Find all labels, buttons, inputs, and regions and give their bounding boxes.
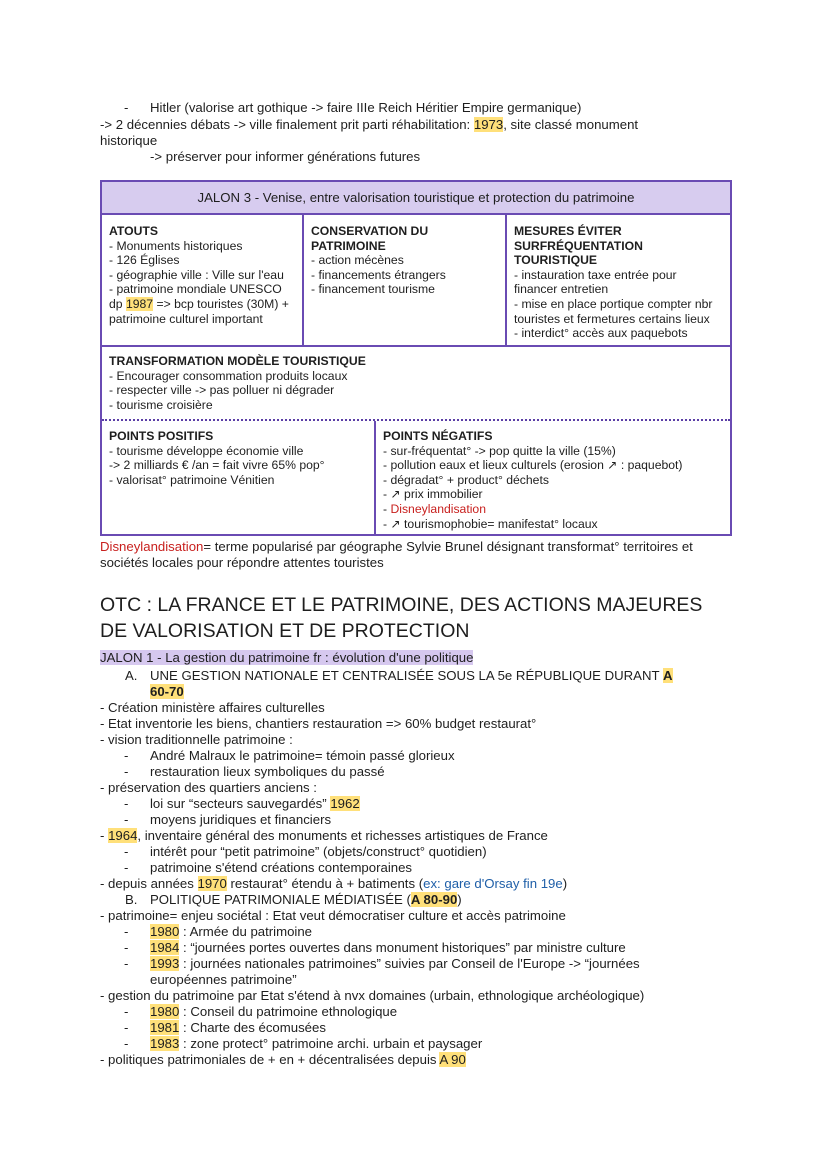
cell-line: [109, 297, 295, 312]
text: : journées nationales patrimoines” suivies par Conseil de l'Europe -> “journées: [179, 956, 640, 971]
red-term: Disneylandisation: [390, 501, 486, 516]
cell-conservation: [304, 218, 504, 303]
cell-line: - tourisme croisière: [109, 397, 213, 412]
cell-line: - respecter ville -> pas polluer ni dégrader: [109, 383, 335, 398]
definition-line-2: sociétés locales pour répondre attentes touristes: [100, 555, 384, 570]
cell-title: MESURES ÉVITER: [514, 224, 622, 238]
example-text: ex: gare d'Orsay fin 19e: [423, 876, 563, 891]
intro-line-2: [100, 117, 638, 133]
cell-line: - action mécènes: [311, 253, 404, 268]
year-highlight: 1983: [150, 1036, 180, 1051]
cell-line: - financements étrangers: [311, 267, 446, 282]
text: => bcp touristes (30M) +: [153, 296, 289, 311]
jalon-heading: [100, 650, 473, 666]
text: : “journées portes ouvertes dans monument historiques” par ministre culture: [179, 940, 626, 955]
list-subitem: [150, 956, 640, 972]
bullet-dash: -: [124, 956, 129, 971]
list-item: - patrimoine= enjeu sociétal : Etat veut démocratiser culture et accès patrimoine: [100, 908, 566, 923]
jalon-label: JALON 1 - La gestion du patrimoine fr : évolution d'une politique: [100, 650, 474, 665]
text: : Conseil du patrimoine ethnologique: [179, 1004, 398, 1019]
letter-a: A.: [125, 668, 138, 683]
list-item: - préservation des quartiers anciens :: [100, 780, 317, 795]
period-highlight: A 80-90: [410, 892, 458, 907]
list-item: - gestion du patrimoine par Etat s'étend à nvx domaines (urbain, ethnologique archéologique): [100, 988, 645, 1003]
list-item: - vision traditionnelle patrimoine :: [100, 732, 293, 747]
cell-negatifs: [376, 423, 730, 537]
list-item: [100, 828, 548, 844]
period-highlight: A 90: [439, 1052, 466, 1067]
text: , inventaire général des monuments et richesses artistiques de France: [137, 828, 548, 843]
text: loi sur “secteurs sauvegardés”: [150, 796, 331, 811]
cell-line: -> 2 milliards € /an = fait vivre 65% pop°: [109, 458, 325, 473]
year-highlight: 1980: [150, 924, 180, 939]
text: -> 2 décennies débats -> ville finalement prit parti réhabilitation:: [100, 117, 474, 132]
cell-line: - tourisme développe économie ville: [109, 443, 304, 458]
list-item: [100, 1052, 466, 1068]
list-subitem: [150, 1020, 326, 1036]
bullet-dash: -: [124, 1004, 129, 1019]
cell-title: POINTS POSITIFS: [109, 429, 214, 443]
list-subitem: André Malraux le patrimoine= témoin passé glorieux: [150, 748, 455, 763]
bullet-dash: -: [124, 860, 129, 875]
cell-title: PATRIMOINE: [311, 238, 386, 253]
list-subitem: intérêt pour “petit patrimoine” (objets/construct° quotidien): [150, 844, 487, 859]
bullet-dash: -: [124, 812, 129, 827]
list-item: - Etat inventorie les biens, chantiers restauration => 60% budget restaurat°: [100, 716, 537, 731]
cell-line: - financement tourisme: [311, 282, 435, 297]
text: -: [383, 501, 391, 516]
year-highlight: 1964: [108, 828, 138, 843]
cell-positifs: [102, 423, 374, 493]
cell-line: - interdict° accès aux paquebots: [514, 326, 688, 341]
text: : Charte des écomusées: [179, 1020, 326, 1035]
cell-line: touristes et fermetures certains lieux: [514, 311, 710, 326]
cell-line: - dégradat° + product° déchets: [383, 472, 549, 487]
text: : zone protect° patrimoine archi. urbain et paysager: [179, 1036, 483, 1051]
period-highlight: 60-70: [150, 684, 184, 699]
text: ): [562, 876, 568, 891]
dotted-divider: [102, 419, 730, 421]
cell-line: - patrimoine mondiale UNESCO: [109, 282, 282, 297]
year-highlight: 1981: [150, 1020, 180, 1035]
text: = terme popularisé par géographe Sylvie Brunel désignant transformat° territoires et: [203, 539, 693, 554]
year-highlight: 1970: [197, 876, 227, 891]
subheading-a: [150, 668, 673, 684]
bullet-dash: -: [124, 748, 129, 763]
bullet-dash: -: [124, 924, 129, 939]
year-highlight: 1973: [473, 117, 504, 132]
list-subitem: [150, 1004, 397, 1020]
intro-line-3: historique: [100, 133, 158, 148]
cell-line: - Monuments historiques: [109, 238, 243, 253]
list-subitem: [150, 796, 360, 812]
cell-title: SURFRÉQUENTATION: [514, 238, 643, 253]
jalon3-table: [100, 180, 732, 536]
text: : Armée du patrimoine: [179, 924, 313, 939]
cell-line: - instauration taxe entrée pour: [514, 267, 677, 282]
cell-line: - Encourager consommation produits locaux: [109, 368, 348, 383]
bullet-dash: -: [124, 940, 129, 955]
text: restaurat° étendu à + batiments (: [226, 876, 424, 891]
definition-line-1: [100, 539, 693, 555]
text: ): [457, 892, 462, 907]
list-subitem: patrimoine s'étend créations contemporaines: [150, 860, 413, 875]
list-item: [100, 876, 567, 892]
cell-line: - 126 Églises: [109, 253, 180, 268]
bullet-dash: -: [124, 844, 129, 859]
text: , site classé monument: [503, 117, 639, 132]
subheading-b: [150, 892, 462, 908]
bullet-dash: -: [124, 764, 129, 779]
bullet-dash: -: [124, 796, 129, 811]
year-highlight: 1993: [150, 956, 180, 971]
red-term: Disneylandisation: [100, 539, 204, 554]
list-subitem: [150, 1036, 482, 1052]
bullet-dash: -: [124, 1036, 129, 1051]
table-title: JALON 3 - Venise, entre valorisation touristique et protection du patrimoine: [102, 182, 730, 215]
cell-line: - ↗ tourismophobie= manifestat° locaux: [383, 516, 598, 531]
section-heading-2: DE VALORISATION ET DE PROTECTION: [100, 620, 470, 642]
cell-title: TOURISTIQUE: [514, 253, 598, 268]
cell-line: [383, 502, 723, 517]
cell-line: - géographie ville : Ville sur l'eau: [109, 267, 284, 282]
text: POLITIQUE PATRIMONIALE MÉDIATISÉE (: [150, 892, 411, 907]
list-subitem: [150, 940, 626, 956]
cell-transformation: [102, 348, 730, 418]
cell-line: - ↗ prix immobilier: [383, 487, 483, 502]
text: dp: [109, 296, 126, 311]
cell-title: TRANSFORMATION MODÈLE TOURISTIQUE: [109, 354, 366, 368]
year-highlight: 1987: [125, 296, 154, 311]
section-heading-1: OTC : LA FRANCE ET LE PATRIMOINE, DES ACTIONS MAJEURES: [100, 594, 703, 616]
text: UNE GESTION NATIONALE ET CENTRALISÉE SOUS LA 5e RÉPUBLIQUE DURANT: [150, 668, 663, 683]
cell-line: - mise en place portique compter nbr: [514, 296, 713, 311]
list-subitem-cont: européennes patrimoine”: [150, 972, 297, 987]
list-subitem: moyens juridiques et financiers: [150, 812, 332, 827]
cell-atouts: [102, 218, 302, 332]
cell-title: POINTS NÉGATIFS: [383, 429, 493, 443]
subheading-a-cont: [150, 684, 184, 700]
year-highlight: 1984: [150, 940, 180, 955]
list-subitem: restauration lieux symboliques du passé: [150, 764, 385, 779]
letter-b: B.: [125, 892, 138, 907]
cell-line: patrimoine culturel important: [109, 311, 263, 326]
bullet-dash: -: [124, 100, 129, 115]
cell-mesures: [507, 218, 732, 347]
intro-line-1: Hitler (valorise art gothique -> faire IIIe Reich Héritier Empire germanique): [150, 100, 582, 115]
year-highlight: 1980: [150, 1004, 180, 1019]
year-highlight: 1962: [330, 796, 360, 811]
cell-line: - sur-fréquentat° -> pop quitte la ville (15%): [383, 443, 616, 458]
text: - politiques patrimoniales de + en + décentralisées depuis: [100, 1052, 440, 1067]
cell-line: - valorisat° patrimoine Vénitien: [109, 472, 275, 487]
text: -: [100, 828, 109, 843]
intro-line-4: -> préserver pour informer générations futures: [150, 149, 421, 164]
bullet-dash: -: [124, 1020, 129, 1035]
cell-title: ATOUTS: [109, 224, 158, 238]
list-item: - Création ministère affaires culturelles: [100, 700, 325, 715]
cell-title: CONSERVATION DU: [311, 224, 429, 238]
cell-line: - pollution eaux et lieux culturels (erosion ↗ : paquebot): [383, 458, 683, 473]
list-subitem: [150, 924, 312, 940]
text: - depuis années: [100, 876, 198, 891]
period-highlight: A: [662, 668, 673, 683]
cell-line: financer entretien: [514, 282, 609, 297]
